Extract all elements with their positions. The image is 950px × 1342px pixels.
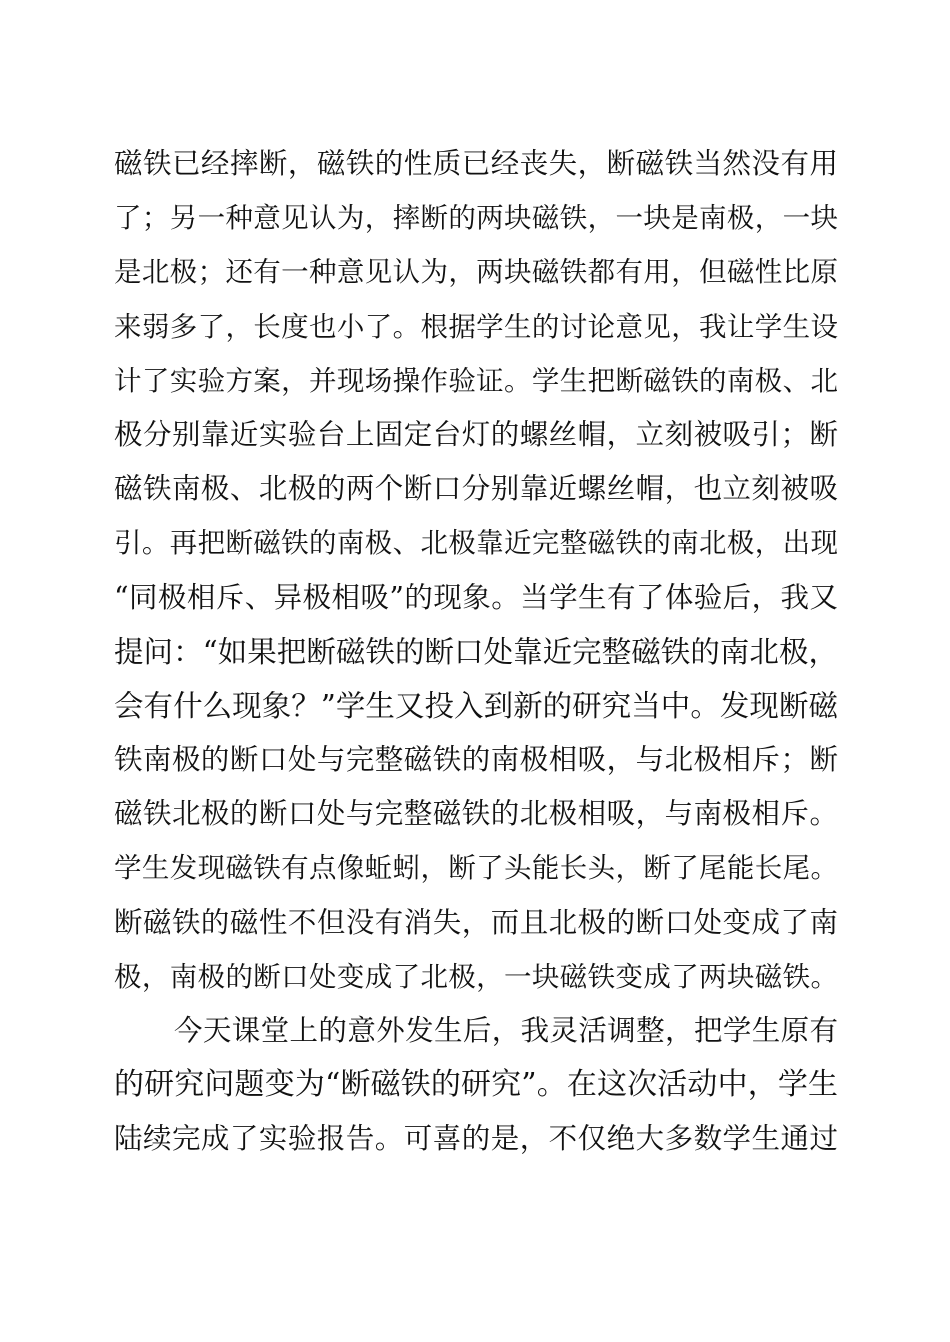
text-line-12: 铁南极的断口处与完整磁铁的南极相吸，与北极相斥；断 [114, 743, 838, 777]
text-line-11: 会有什么现象？”学生又投入到新的研究当中。发现断磁 [114, 688, 838, 723]
text-line-2: 了；另一种意见认为，摔断的两块磁铁，一块是南极，一块 [114, 202, 838, 235]
body-text [114, 137, 838, 1167]
text-line-8: 引。再把断磁铁的南极、北极靠近完整磁铁的南北极，出现 [114, 527, 838, 560]
text-line-9: “同极相斥、异极相吸”的现象。当学生有了体验后，我又 [114, 580, 838, 614]
text-line-17: 今天课堂上的意外发生后，我灵活调整，把学生原有 [174, 1014, 838, 1047]
text-line-5: 计了实验方案，并现场操作验证。学生把断磁铁的南极、北 [114, 364, 838, 397]
text-line-14: 学生发现磁铁有点像蚯蚓，断了头能长头，断了尾能长尾。 [114, 852, 838, 885]
text-line-1: 磁铁已经摔断，磁铁的性质已经丧失，断磁铁当然没有用 [114, 147, 838, 180]
text-line-18: 的研究问题变为“断磁铁的研究”。在这次活动中，学生 [114, 1067, 838, 1103]
text-line-4: 来弱多了，长度也小了。根据学生的讨论意见，我让学生设 [114, 310, 838, 343]
text-line-19: 陆续完成了实验报告。可喜的是，不仅绝大多数学生通过 [114, 1122, 838, 1156]
text-line-13: 磁铁北极的断口处与完整磁铁的北极相吸，与南极相斥。 [114, 797, 838, 831]
text-line-16: 极，南极的断口处变成了北极，一块磁铁变成了两块磁铁。 [114, 960, 838, 993]
text-line-6: 极分别靠近实验台上固定台灯的螺丝帽，立刻被吸引；断 [114, 417, 838, 451]
text-line-3: 是北极；还有一种意见认为，两块磁铁都有用，但磁性比原 [114, 256, 838, 289]
text-line-15: 断磁铁的磁性不但没有消失，而且北极的断口处变成了南 [114, 905, 838, 939]
text-line-10: 提问：“如果把断磁铁的断口处靠近完整磁铁的南北极， [114, 634, 838, 669]
text-line-7: 磁铁南极、北极的两个断口分别靠近螺丝帽，也立刻被吸 [114, 472, 838, 506]
